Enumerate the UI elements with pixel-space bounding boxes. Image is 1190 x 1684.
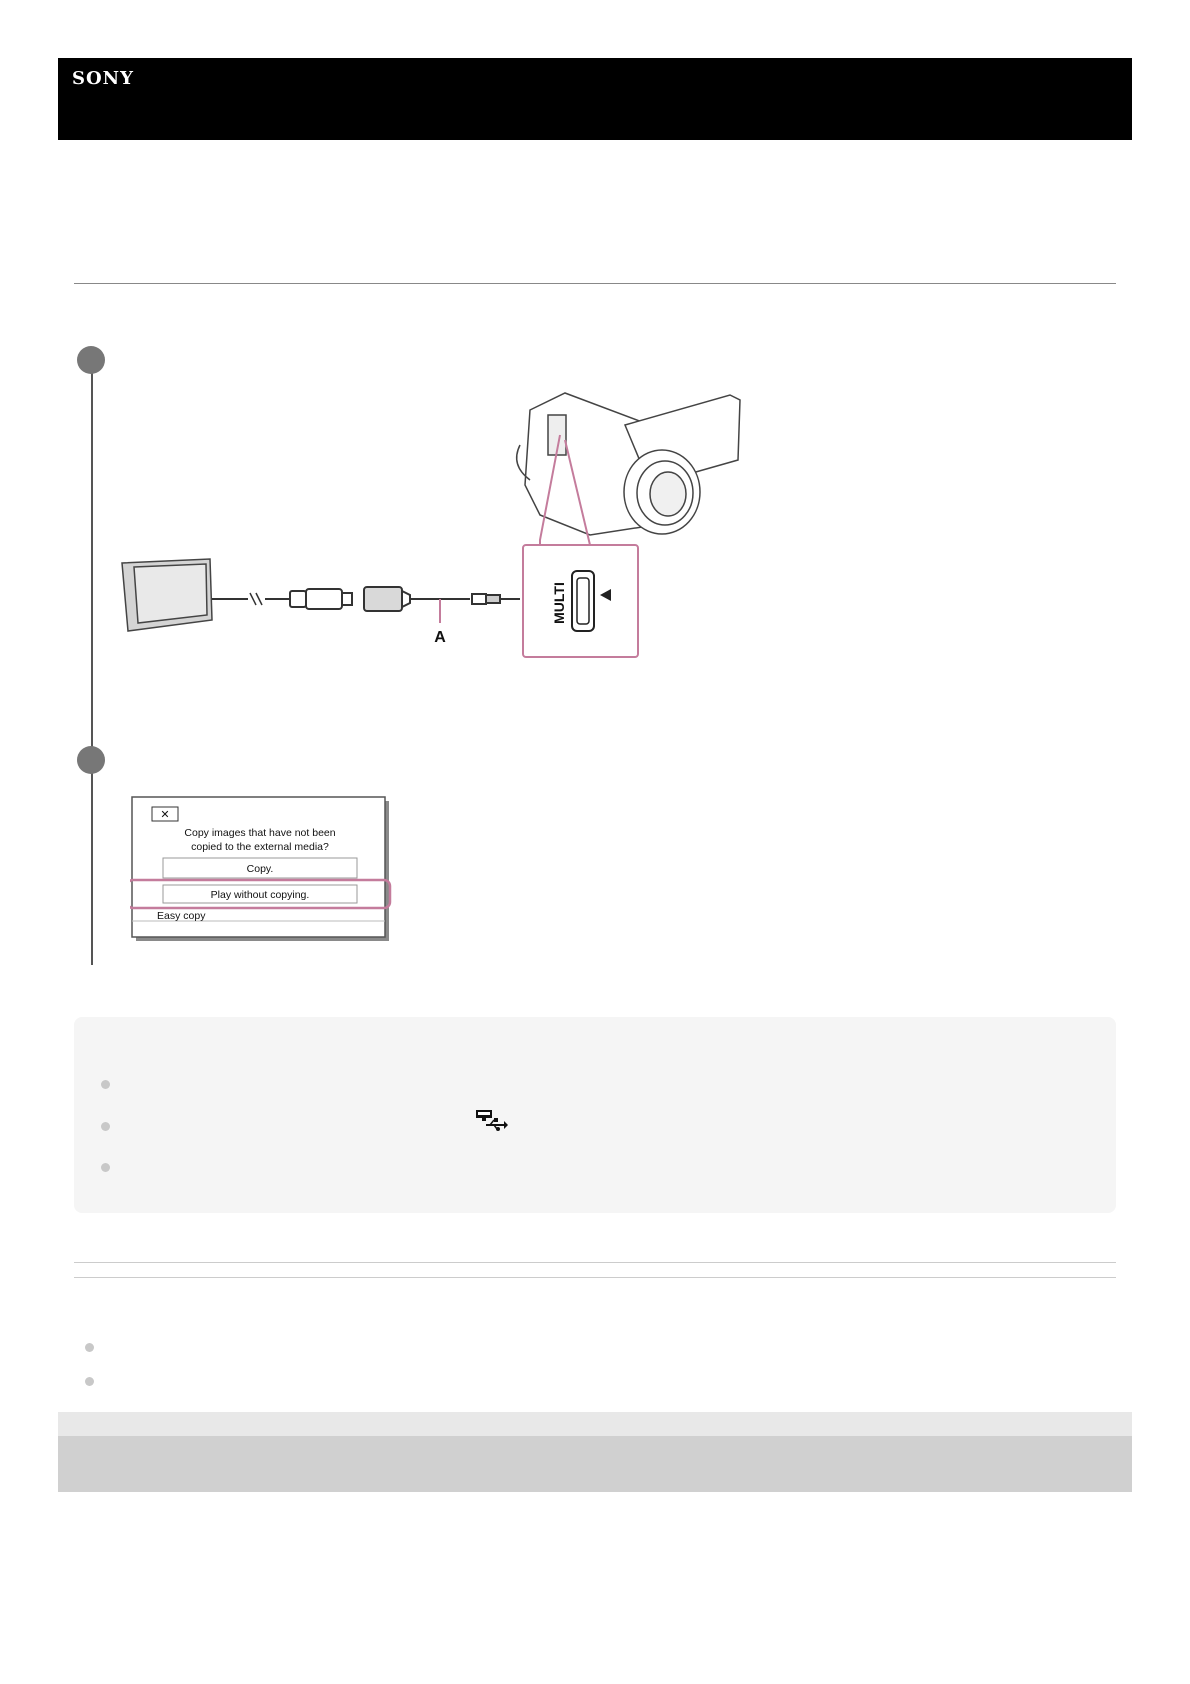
copy-button-label: Copy. — [246, 863, 274, 875]
camcorder-icon — [517, 393, 740, 535]
note-bullet — [101, 1163, 110, 1172]
section-divider — [74, 1277, 1116, 1278]
step-connector-line — [91, 360, 93, 965]
note-bullet — [101, 1080, 110, 1089]
easy-copy-label: Easy copy — [157, 910, 206, 922]
cable-label-a: A — [434, 629, 446, 646]
related-bullet — [85, 1343, 94, 1352]
usb-connection-icon — [474, 1108, 508, 1132]
cable — [212, 587, 520, 611]
note-box — [74, 1017, 1116, 1213]
dialog-illustration — [130, 795, 395, 945]
step-1-marker — [77, 346, 105, 374]
multi-port — [551, 571, 611, 631]
title-divider — [74, 283, 1116, 284]
note-bullet — [101, 1122, 110, 1131]
header-bar — [58, 58, 1132, 140]
close-icon: ✕ — [160, 809, 170, 821]
connection-illustration — [110, 385, 750, 660]
dialog-prompt-line1: Copy images that have not been — [184, 827, 336, 839]
multi-port-label: MULTI — [551, 582, 567, 624]
footer-bar — [58, 1436, 1132, 1492]
step-2-marker — [77, 746, 105, 774]
play-without-copying-label: Play without copying. — [210, 889, 310, 901]
footer-band — [58, 1412, 1132, 1436]
tv-icon — [122, 559, 212, 631]
related-bullet — [85, 1377, 94, 1386]
sony-logo: SONY — [72, 68, 134, 89]
dialog-prompt-line2: copied to the external media? — [191, 841, 329, 853]
section-divider — [74, 1262, 1116, 1263]
